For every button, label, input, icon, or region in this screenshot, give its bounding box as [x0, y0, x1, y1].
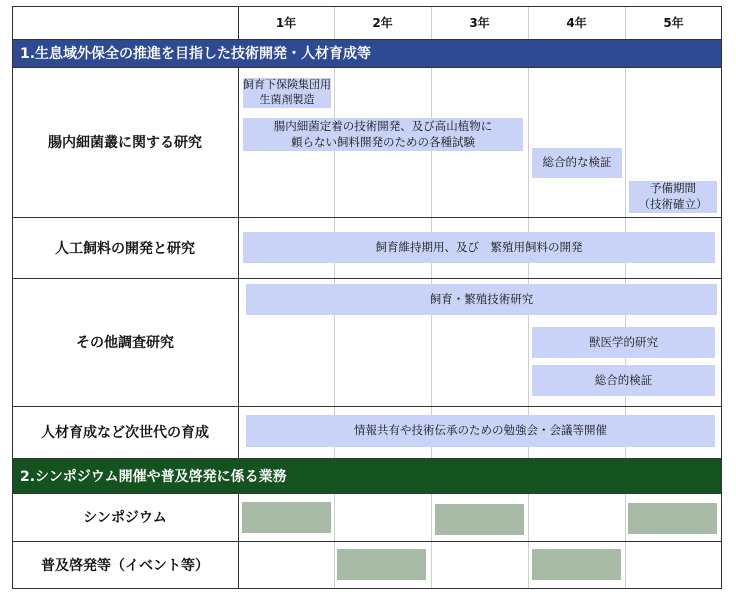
- year-header: 4年: [566, 16, 587, 30]
- table-border: [12, 6, 722, 589]
- row-label-symposium: シンポジウム: [83, 510, 167, 526]
- year-header: 3年: [469, 16, 490, 30]
- task-bar-probiotic: 飼育下保険集団用 生菌剤製造: [243, 78, 331, 106]
- section-2-title: 2.シンポジウム開催や普及啓発に係る業務: [12, 459, 722, 493]
- task-bar-gut-tests: 腸内細菌定着の技術開発、及び高山植物に 頼らない飼料開発のための各種試験: [243, 118, 523, 151]
- task-bar-comprehensive-check: 総合的な検証: [532, 148, 622, 178]
- task-bar-reserve-period: 予備期間 （技術確立）: [629, 181, 717, 213]
- row-label-artificial-feed: 人工飼料の開発と研究: [55, 240, 195, 257]
- row-label-outreach-events: 普及啓発等（イベント等）: [41, 558, 209, 574]
- section-1-title: 1.生息域外保全の推進を目指した技術開発・人材育成等: [12, 39, 722, 67]
- row-label-next-generation: 人材育成など次世代の育成: [41, 425, 209, 441]
- row-label-gut-bacteria: 腸内細菌叢に関する研究: [48, 135, 202, 151]
- year-header: 2年: [372, 16, 393, 30]
- year-header: 1年: [275, 16, 297, 30]
- task-bar-workshops: 情報共有や技術伝承のための勉強会・会議等開催: [246, 415, 715, 447]
- task-bar-veterinary: 獣医学的研究: [532, 327, 715, 358]
- task-bar-breeding-tech: 飼育・繁殖技術研究: [246, 284, 717, 315]
- row-label-other-research: その他調査研究: [76, 335, 174, 351]
- task-bar-feed-development: 飼育維持期用、及び 繁殖用飼料の開発: [243, 232, 715, 263]
- task-bar-comprehensive-verification: 総合的検証: [532, 365, 715, 396]
- year-header: 5年: [663, 16, 684, 30]
